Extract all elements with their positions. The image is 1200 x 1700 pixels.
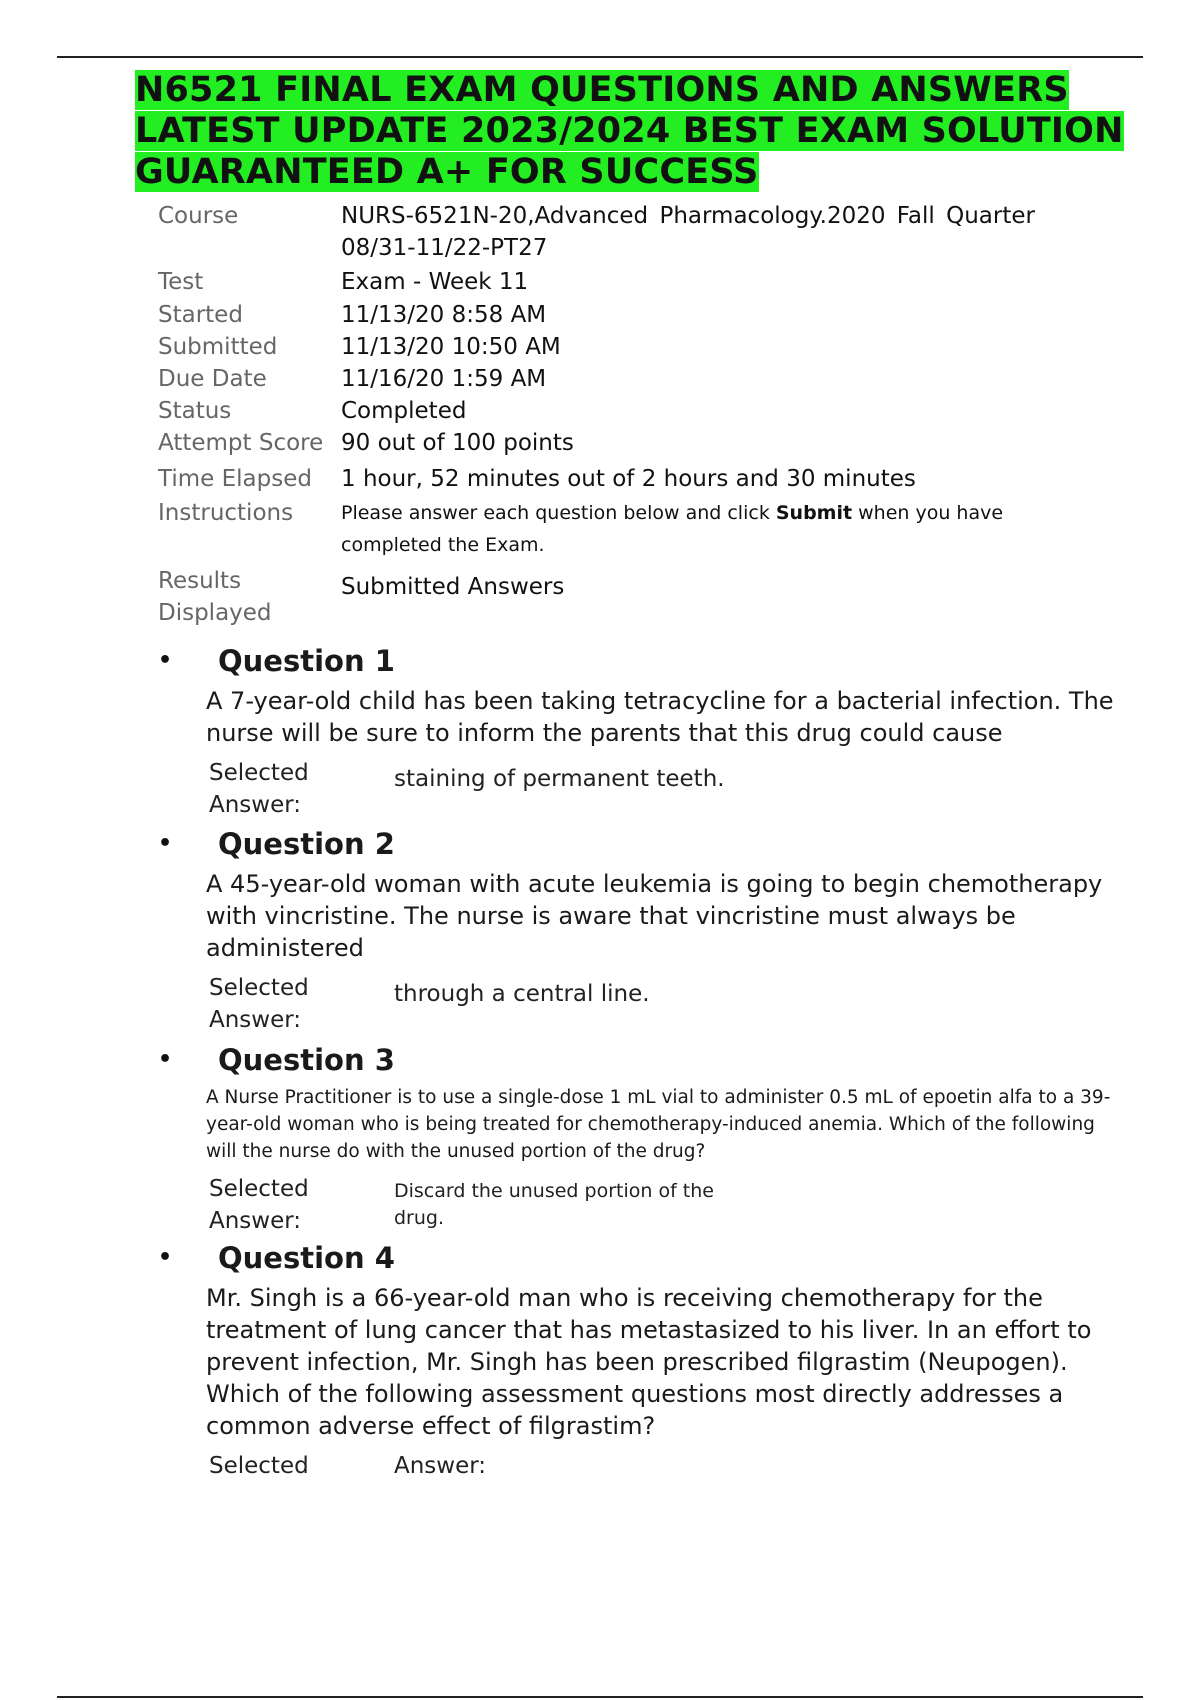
- document-title: [135, 70, 1155, 193]
- title-highlight: N6521 FINAL EXAM QUESTIONS AND ANSWERS LATEST UPDATE 2023/2024 BEST EXAM SOLUTION GUARANTEED A+ FOR SUCCESS: [135, 70, 1124, 192]
- meta-value: NURS-6521N-20,Advanced Pharmacology.2020 Fall Quarter 08/31-11/22-PT27: [341, 203, 1035, 261]
- meta-row-course: [158, 200, 1098, 264]
- meta-row-results-displayed: [158, 565, 1098, 629]
- top-rule: [57, 56, 1143, 58]
- question-text: A 45-year-old woman with acute leukemia is going to begin chemotherapy with vincristine. The nurse is aware that vincristine must always be administered: [206, 870, 1103, 962]
- meta-row-submitted: [158, 331, 1098, 363]
- answer-value: staining of permanent teeth.: [394, 766, 725, 792]
- question-heading: [158, 1240, 1128, 1276]
- meta-label: Status: [158, 398, 232, 424]
- question-text: A Nurse Practitioner is to use a single-dose 1 mL vial to administer 0.5 mL of epoetin alfa to a 39-year-old woman who is being treated for chemotherapy-induced anemia. Which of the following will the nurse do with the unused portion of the drug?: [206, 1087, 1111, 1162]
- instructions-text-post: when you have completed the Exam.: [341, 502, 1004, 556]
- meta-row-attempt-score: [158, 427, 1098, 459]
- meta-value: 11/13/20 10:50 AM: [341, 334, 561, 360]
- question-title: Question 1: [218, 644, 395, 678]
- instructions-value: [341, 497, 1098, 561]
- answer-label: Selected Answer:: [209, 760, 309, 818]
- meta-label: Attempt Score: [158, 430, 324, 456]
- meta-label: Test: [158, 269, 204, 295]
- question-heading: [158, 1042, 1128, 1078]
- bullet: •: [158, 648, 173, 673]
- meta-label: Due Date: [158, 366, 267, 392]
- instructions-submit-word: Submit: [775, 502, 853, 524]
- attempt-score-value: 90 out of 100 points: [341, 430, 574, 456]
- meta-row-time-elapsed: [158, 463, 1098, 495]
- question-text: A 7-year-old child has been taking tetracycline for a bacterial infection. The nurse will be sure to inform the parents that this drug could cause: [206, 687, 1114, 747]
- selected-answer: [209, 1450, 1128, 1482]
- meta-value: 11/13/20 8:58 AM: [341, 302, 547, 328]
- question-heading: [158, 643, 1128, 679]
- bullet: •: [158, 1047, 173, 1072]
- exam-metadata: [158, 200, 1098, 629]
- meta-row-test: [158, 266, 1098, 298]
- meta-row-status: [158, 395, 1098, 427]
- bullet: •: [158, 1245, 173, 1270]
- answer-label: Selected: [209, 1453, 309, 1479]
- question-title: Question 2: [218, 827, 395, 861]
- meta-label: Results Displayed: [158, 568, 272, 626]
- meta-label: Time Elapsed: [158, 466, 312, 492]
- meta-row-instructions: [158, 497, 1098, 561]
- status-value: Completed: [341, 398, 467, 424]
- selected-answer: [209, 972, 1128, 1036]
- meta-label: Course: [158, 203, 239, 229]
- meta-row-due-date: [158, 363, 1098, 395]
- answer-label-continued: Answer:: [394, 1453, 487, 1479]
- bullet: •: [158, 831, 173, 856]
- question-block: [158, 1042, 1128, 1237]
- meta-label: Instructions: [158, 500, 294, 526]
- meta-label: Submitted: [158, 334, 278, 360]
- selected-answer: [209, 1173, 1128, 1237]
- answer-value: Discard the unused portion of the drug.: [394, 1180, 714, 1229]
- meta-value: 11/16/20 1:59 AM: [341, 366, 547, 392]
- question-title: Question 3: [218, 1043, 395, 1077]
- instructions-text-pre: Please answer each question below and click: [341, 502, 776, 524]
- meta-value: 1 hour, 52 minutes out of 2 hours and 30 minutes: [341, 466, 916, 492]
- question-block: [158, 826, 1128, 1036]
- question-text: Mr. Singh is a 66-year-old man who is receiving chemotherapy for the treatment of lung cancer that has metastasized to his liver. In an effort to prevent infection, Mr. Singh has been prescribed filgrastim (Neupogen). Which of the following assessment questions most directly addresses a common adverse effect of filgrastim?: [206, 1284, 1092, 1440]
- selected-answer: [209, 757, 1128, 821]
- question-title: Question 4: [218, 1241, 395, 1275]
- meta-row-started: [158, 299, 1098, 331]
- question-heading: [158, 826, 1128, 862]
- answer-label: Selected Answer:: [209, 1176, 309, 1234]
- meta-value: Submitted Answers: [341, 574, 565, 600]
- meta-label: Started: [158, 302, 243, 328]
- question-block: [158, 643, 1128, 821]
- bottom-rule: [57, 1696, 1143, 1698]
- answer-value: through a central line.: [394, 981, 650, 1007]
- answer-label: Selected Answer:: [209, 975, 309, 1033]
- question-block: [158, 1240, 1128, 1482]
- meta-value: Exam - Week 11: [341, 269, 529, 295]
